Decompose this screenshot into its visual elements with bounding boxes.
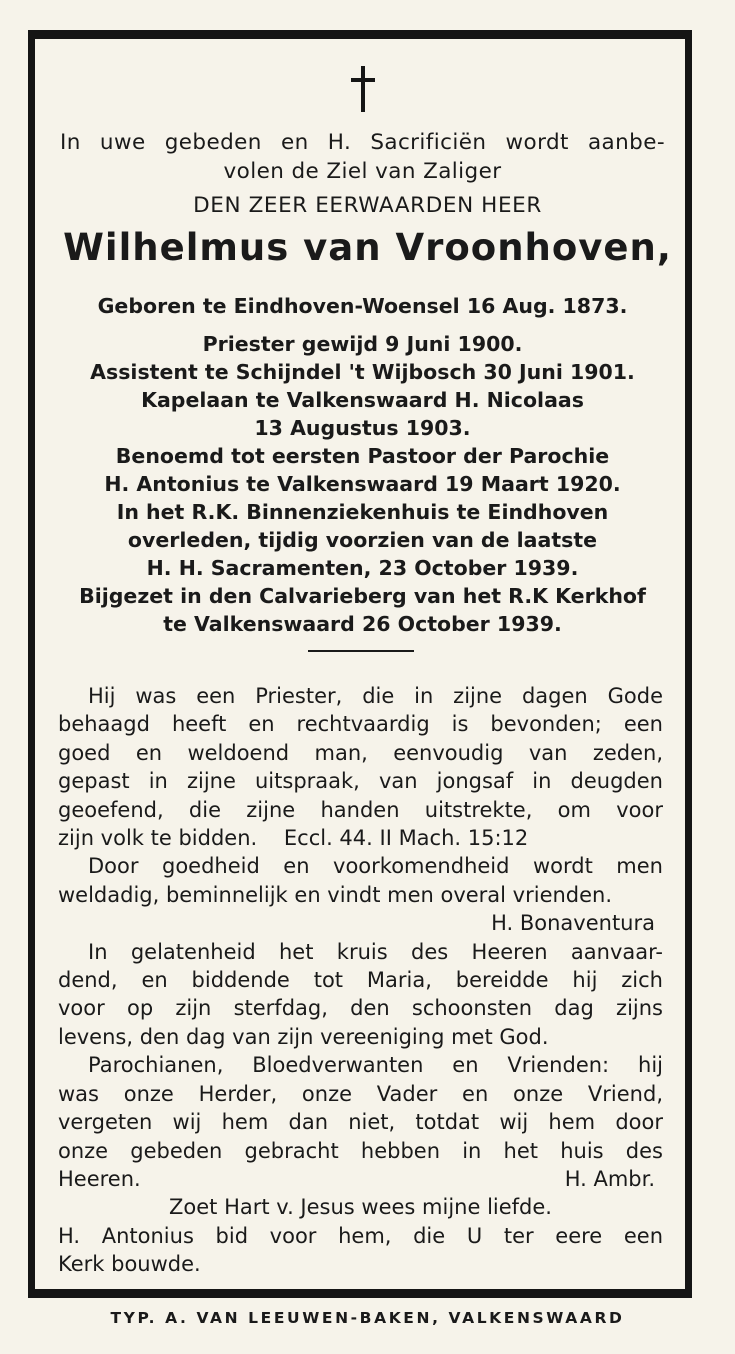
bio-line: H. H. Sacramenten, 23 October 1939. <box>146 556 579 580</box>
bio-line: In het R.K. Binnenziekenhuis te Eindhoven <box>116 500 609 524</box>
bio-line: Priester gewijd 9 Juni 1900. <box>202 332 523 356</box>
text-line: Kerk bouwde. <box>58 1252 201 1277</box>
rank-title: DEN ZEER EERWAARDEN HEER <box>193 193 542 218</box>
bio-line: Bijgezet in den Calvarieberg van het R.K Kerkhof <box>79 584 646 608</box>
text-line: Door goedheid en voorkomendheid wordt men <box>88 854 663 879</box>
printer-imprint: TYP. A. VAN LEEUWEN-BAKEN, VALKENSWAARD <box>110 1309 625 1327</box>
text-line: H. Antonius bid voor hem, die U ter eere een <box>58 1223 663 1248</box>
intro-line-1: In uwe gebeden en H. Sacrificiën wordt aanbe- <box>60 130 665 155</box>
quote-source: H. Bonaventura <box>491 911 655 936</box>
intro-text <box>60 128 665 186</box>
bio-line: 13 Augustus 1903. <box>254 416 471 440</box>
text-line-with-source <box>58 1165 663 1193</box>
text-line: dend, en biddende tot Maria, bereidde hij zich <box>58 968 663 993</box>
text-line: was onze Herder, onze Vader en onze Vriend, <box>58 1081 663 1106</box>
cross-icon <box>351 66 375 112</box>
text-line: geoefend, die zijne handen uitstrekte, om voor <box>58 797 663 822</box>
text-line: behaagd heeft en rechtvaardig is bevonden; een <box>58 712 663 737</box>
bio-line: H. Antonius te Valkenswaard 19 Maart 1920. <box>104 472 621 496</box>
text-line: Parochianen, Bloedverwanten en Vrienden: hij <box>88 1053 663 1078</box>
invocation-line: Zoet Hart v. Jesus wees mijne liefde. <box>169 1195 552 1220</box>
text-line: vergeten wij hem dan niet, totdat wij hem door <box>58 1110 663 1135</box>
quote-source: H. Ambr. <box>564 1166 655 1191</box>
bio-line: te Valkenswaard 26 October 1939. <box>163 612 562 636</box>
bio-line: Kapelaan te Valkenswaard H. Nicolaas <box>141 388 584 412</box>
text-line: Heeren. <box>58 1166 141 1191</box>
text-line: voor op zijn sterfdag, den schoonsten dag zijns <box>58 996 663 1021</box>
text-line: goed en weldoend man, eenvoudig van zeden, <box>58 740 663 765</box>
biography <box>50 292 675 638</box>
bio-line: Assistent te Schijndel 't Wijbosch 30 Juni 1901. <box>90 360 635 384</box>
bio-line: overleden, tijdig voorzien van de laatste <box>127 528 598 552</box>
text-line: levens, den dag van zijn vereeniging met God. <box>58 1024 549 1049</box>
text-line: zijn volk te bidden. Eccl. 44. II Mach. 15:12 <box>58 826 529 851</box>
text-line: gepast in zijne uitspraak, van jongsaf in deugden <box>58 769 663 794</box>
bio-line: Benoemd tot eersten Pastoor der Parochie <box>115 444 610 468</box>
deceased-name: Wilhelmus van Vroonhoven, <box>63 226 672 269</box>
text-line: In gelatenheid het kruis des Heeren aanvaar- <box>88 939 663 964</box>
text-line: weldadig, beminnelijk en vindt men overal vrienden. <box>58 882 613 907</box>
divider-rule <box>308 650 414 652</box>
intro-line-2: volen de Ziel van Zaliger <box>223 159 502 184</box>
text-line: onze gebeden gebracht hebben in het huis des <box>58 1138 663 1163</box>
bio-line: Geboren te Eindhoven-Woensel 16 Aug. 1873. <box>97 294 628 318</box>
memorial-text <box>58 682 663 1279</box>
text-line: Hij was een Priester, die in zijne dagen Gode <box>88 684 663 708</box>
